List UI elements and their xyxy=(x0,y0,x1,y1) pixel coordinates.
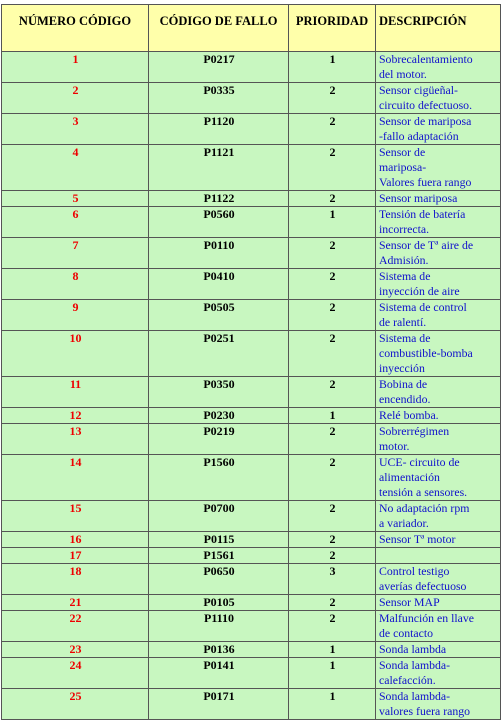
table-row xyxy=(2,611,501,642)
header-description: DESCRIPCIÓN xyxy=(376,5,501,52)
row-description xyxy=(376,408,501,424)
row-fault-code: P0219 xyxy=(149,424,289,455)
row-fault-code: P1110 xyxy=(149,611,289,642)
row-number: 7 xyxy=(2,238,149,269)
row-description xyxy=(376,689,501,720)
row-number: 11 xyxy=(2,377,149,408)
description-line: encendido. xyxy=(379,392,431,406)
row-fault-code: P0136 xyxy=(149,642,289,658)
description-line: calefacción. xyxy=(379,673,436,687)
table-row xyxy=(2,52,501,83)
row-priority: 1 xyxy=(289,52,376,83)
row-fault-code: P0560 xyxy=(149,207,289,238)
row-fault-code: P0251 xyxy=(149,331,289,377)
description-line: mariposa- xyxy=(379,160,427,174)
description-line: combustible-bomba xyxy=(379,346,473,360)
row-description xyxy=(376,207,501,238)
row-priority: 2 xyxy=(289,424,376,455)
table-row xyxy=(2,300,501,331)
row-number: 17 xyxy=(2,548,149,564)
row-priority: 2 xyxy=(289,532,376,548)
table-row xyxy=(2,595,501,611)
row-number: 21 xyxy=(2,595,149,611)
fault-code-table xyxy=(1,4,501,720)
row-priority: 1 xyxy=(289,642,376,658)
row-fault-code: P0110 xyxy=(149,238,289,269)
description-line: -fallo adaptación xyxy=(379,129,459,143)
row-description xyxy=(376,564,501,595)
row-number: 18 xyxy=(2,564,149,595)
row-fault-code: P0171 xyxy=(149,689,289,720)
row-description xyxy=(376,611,501,642)
description-line: alimentación xyxy=(379,470,440,484)
row-priority: 2 xyxy=(289,191,376,207)
row-description xyxy=(376,145,501,191)
row-description xyxy=(376,238,501,269)
table-row xyxy=(2,269,501,300)
description-line: a variador. xyxy=(379,516,429,530)
row-number: 25 xyxy=(2,689,149,720)
row-description xyxy=(376,548,501,564)
header-number: NÚMERO CÓDIGO xyxy=(2,5,149,52)
fault-code-table-container xyxy=(1,4,501,720)
row-number: 10 xyxy=(2,331,149,377)
row-description xyxy=(376,595,501,611)
row-number: 6 xyxy=(2,207,149,238)
row-number: 3 xyxy=(2,114,149,145)
row-fault-code: P0335 xyxy=(149,83,289,114)
description-line: circuito defectuoso. xyxy=(379,98,473,112)
row-number: 1 xyxy=(2,52,149,83)
description-line: Sensor de mariposa xyxy=(379,114,472,128)
description-line: Sonda lambda xyxy=(379,642,447,656)
description-line: Sonda lambda- xyxy=(379,658,451,672)
row-description xyxy=(376,532,501,548)
description-line: valores fuera rango xyxy=(379,704,471,718)
description-line: Sensor MAP xyxy=(379,595,440,609)
table-row xyxy=(2,455,501,501)
row-priority: 2 xyxy=(289,501,376,532)
row-description xyxy=(376,377,501,408)
row-description xyxy=(376,269,501,300)
row-priority: 1 xyxy=(289,408,376,424)
table-row xyxy=(2,424,501,455)
row-description xyxy=(376,424,501,455)
description-line: Tensión de batería xyxy=(379,207,466,221)
row-priority: 2 xyxy=(289,548,376,564)
row-description xyxy=(376,52,501,83)
row-number: 4 xyxy=(2,145,149,191)
header-row xyxy=(2,5,501,52)
row-priority: 2 xyxy=(289,595,376,611)
row-description xyxy=(376,114,501,145)
row-description xyxy=(376,300,501,331)
row-fault-code: P0505 xyxy=(149,300,289,331)
table-row xyxy=(2,83,501,114)
description-line: Admisión. xyxy=(379,253,429,267)
row-fault-code: P0105 xyxy=(149,595,289,611)
table-row xyxy=(2,642,501,658)
row-fault-code: P0700 xyxy=(149,501,289,532)
row-description xyxy=(376,191,501,207)
description-line: Control testigo xyxy=(379,564,450,578)
row-number: 23 xyxy=(2,642,149,658)
description-line: Sistema de control xyxy=(379,300,467,314)
row-fault-code: P0115 xyxy=(149,532,289,548)
table-row xyxy=(2,145,501,191)
row-number: 14 xyxy=(2,455,149,501)
table-row xyxy=(2,564,501,595)
table-row xyxy=(2,207,501,238)
table-row xyxy=(2,238,501,269)
row-number: 13 xyxy=(2,424,149,455)
description-line: Sobrecalentamiento xyxy=(379,52,473,66)
row-description xyxy=(376,658,501,689)
row-number: 5 xyxy=(2,191,149,207)
row-fault-code: P0410 xyxy=(149,269,289,300)
row-priority: 2 xyxy=(289,114,376,145)
description-line: Sonda lambda- xyxy=(379,689,451,703)
row-priority: 2 xyxy=(289,269,376,300)
row-priority: 1 xyxy=(289,689,376,720)
header-priority: PRIORIDAD xyxy=(289,5,376,52)
table-row xyxy=(2,377,501,408)
description-line: Valores fuera rango xyxy=(379,175,472,189)
row-fault-code: P1560 xyxy=(149,455,289,501)
description-line: Sobrerrégimen xyxy=(379,424,450,438)
row-fault-code: P0141 xyxy=(149,658,289,689)
row-priority: 1 xyxy=(289,658,376,689)
row-priority: 2 xyxy=(289,331,376,377)
description-line: Malfunción en llave xyxy=(379,611,474,625)
row-priority: 2 xyxy=(289,300,376,331)
table-row xyxy=(2,548,501,564)
row-description xyxy=(376,642,501,658)
table-row xyxy=(2,331,501,377)
row-number: 9 xyxy=(2,300,149,331)
row-number: 24 xyxy=(2,658,149,689)
table-header xyxy=(2,5,501,52)
row-priority: 1 xyxy=(289,207,376,238)
row-priority: 2 xyxy=(289,145,376,191)
description-line: motor. xyxy=(379,439,410,453)
row-fault-code: P1121 xyxy=(149,145,289,191)
row-number: 16 xyxy=(2,532,149,548)
description-line: incorrecta. xyxy=(379,222,430,236)
description-line: Relé bomba. xyxy=(379,408,439,422)
header-code: CÓDIGO DE FALLO xyxy=(149,5,289,52)
table-row xyxy=(2,658,501,689)
description-line: Sistema de xyxy=(379,269,431,283)
row-fault-code: P0217 xyxy=(149,52,289,83)
row-description xyxy=(376,501,501,532)
row-priority: 3 xyxy=(289,564,376,595)
description-line: Sensor mariposa xyxy=(379,191,458,205)
row-fault-code: P0230 xyxy=(149,408,289,424)
description-line: Bobina de xyxy=(379,377,428,391)
description-line: averías defectuoso xyxy=(379,579,467,593)
row-number: 15 xyxy=(2,501,149,532)
table-row xyxy=(2,408,501,424)
row-fault-code: P0350 xyxy=(149,377,289,408)
row-description xyxy=(376,455,501,501)
row-number: 22 xyxy=(2,611,149,642)
description-line: tensión a sensores. xyxy=(379,485,468,499)
table-row xyxy=(2,532,501,548)
row-fault-code: P0650 xyxy=(149,564,289,595)
description-line: de ralentí. xyxy=(379,315,427,329)
table-row xyxy=(2,191,501,207)
table-body xyxy=(2,52,501,720)
description-line: del motor. xyxy=(379,67,427,81)
description-line: Sensor de Tª aire de xyxy=(379,238,474,252)
description-line: de contacto xyxy=(379,626,434,640)
description-line: Sensor Tª motor xyxy=(379,532,456,546)
row-description xyxy=(376,331,501,377)
row-priority: 2 xyxy=(289,377,376,408)
row-priority: 2 xyxy=(289,611,376,642)
row-priority: 2 xyxy=(289,83,376,114)
description-line: inyección xyxy=(379,361,425,375)
row-priority: 2 xyxy=(289,238,376,269)
description-line: Sensor cigüeñal- xyxy=(379,83,458,97)
row-priority: 2 xyxy=(289,455,376,501)
row-description xyxy=(376,83,501,114)
table-row xyxy=(2,114,501,145)
row-fault-code: P1561 xyxy=(149,548,289,564)
row-number: 8 xyxy=(2,269,149,300)
row-fault-code: P1122 xyxy=(149,191,289,207)
row-number: 12 xyxy=(2,408,149,424)
description-line: Sistema de xyxy=(379,331,431,345)
table-row xyxy=(2,501,501,532)
row-number: 2 xyxy=(2,83,149,114)
row-fault-code: P1120 xyxy=(149,114,289,145)
description-line: inyección de aire xyxy=(379,284,460,298)
table-row xyxy=(2,689,501,720)
description-line: Sensor de xyxy=(379,145,426,159)
description-line: UCE- circuito de xyxy=(379,455,460,469)
description-line: No adaptación rpm xyxy=(379,501,470,515)
